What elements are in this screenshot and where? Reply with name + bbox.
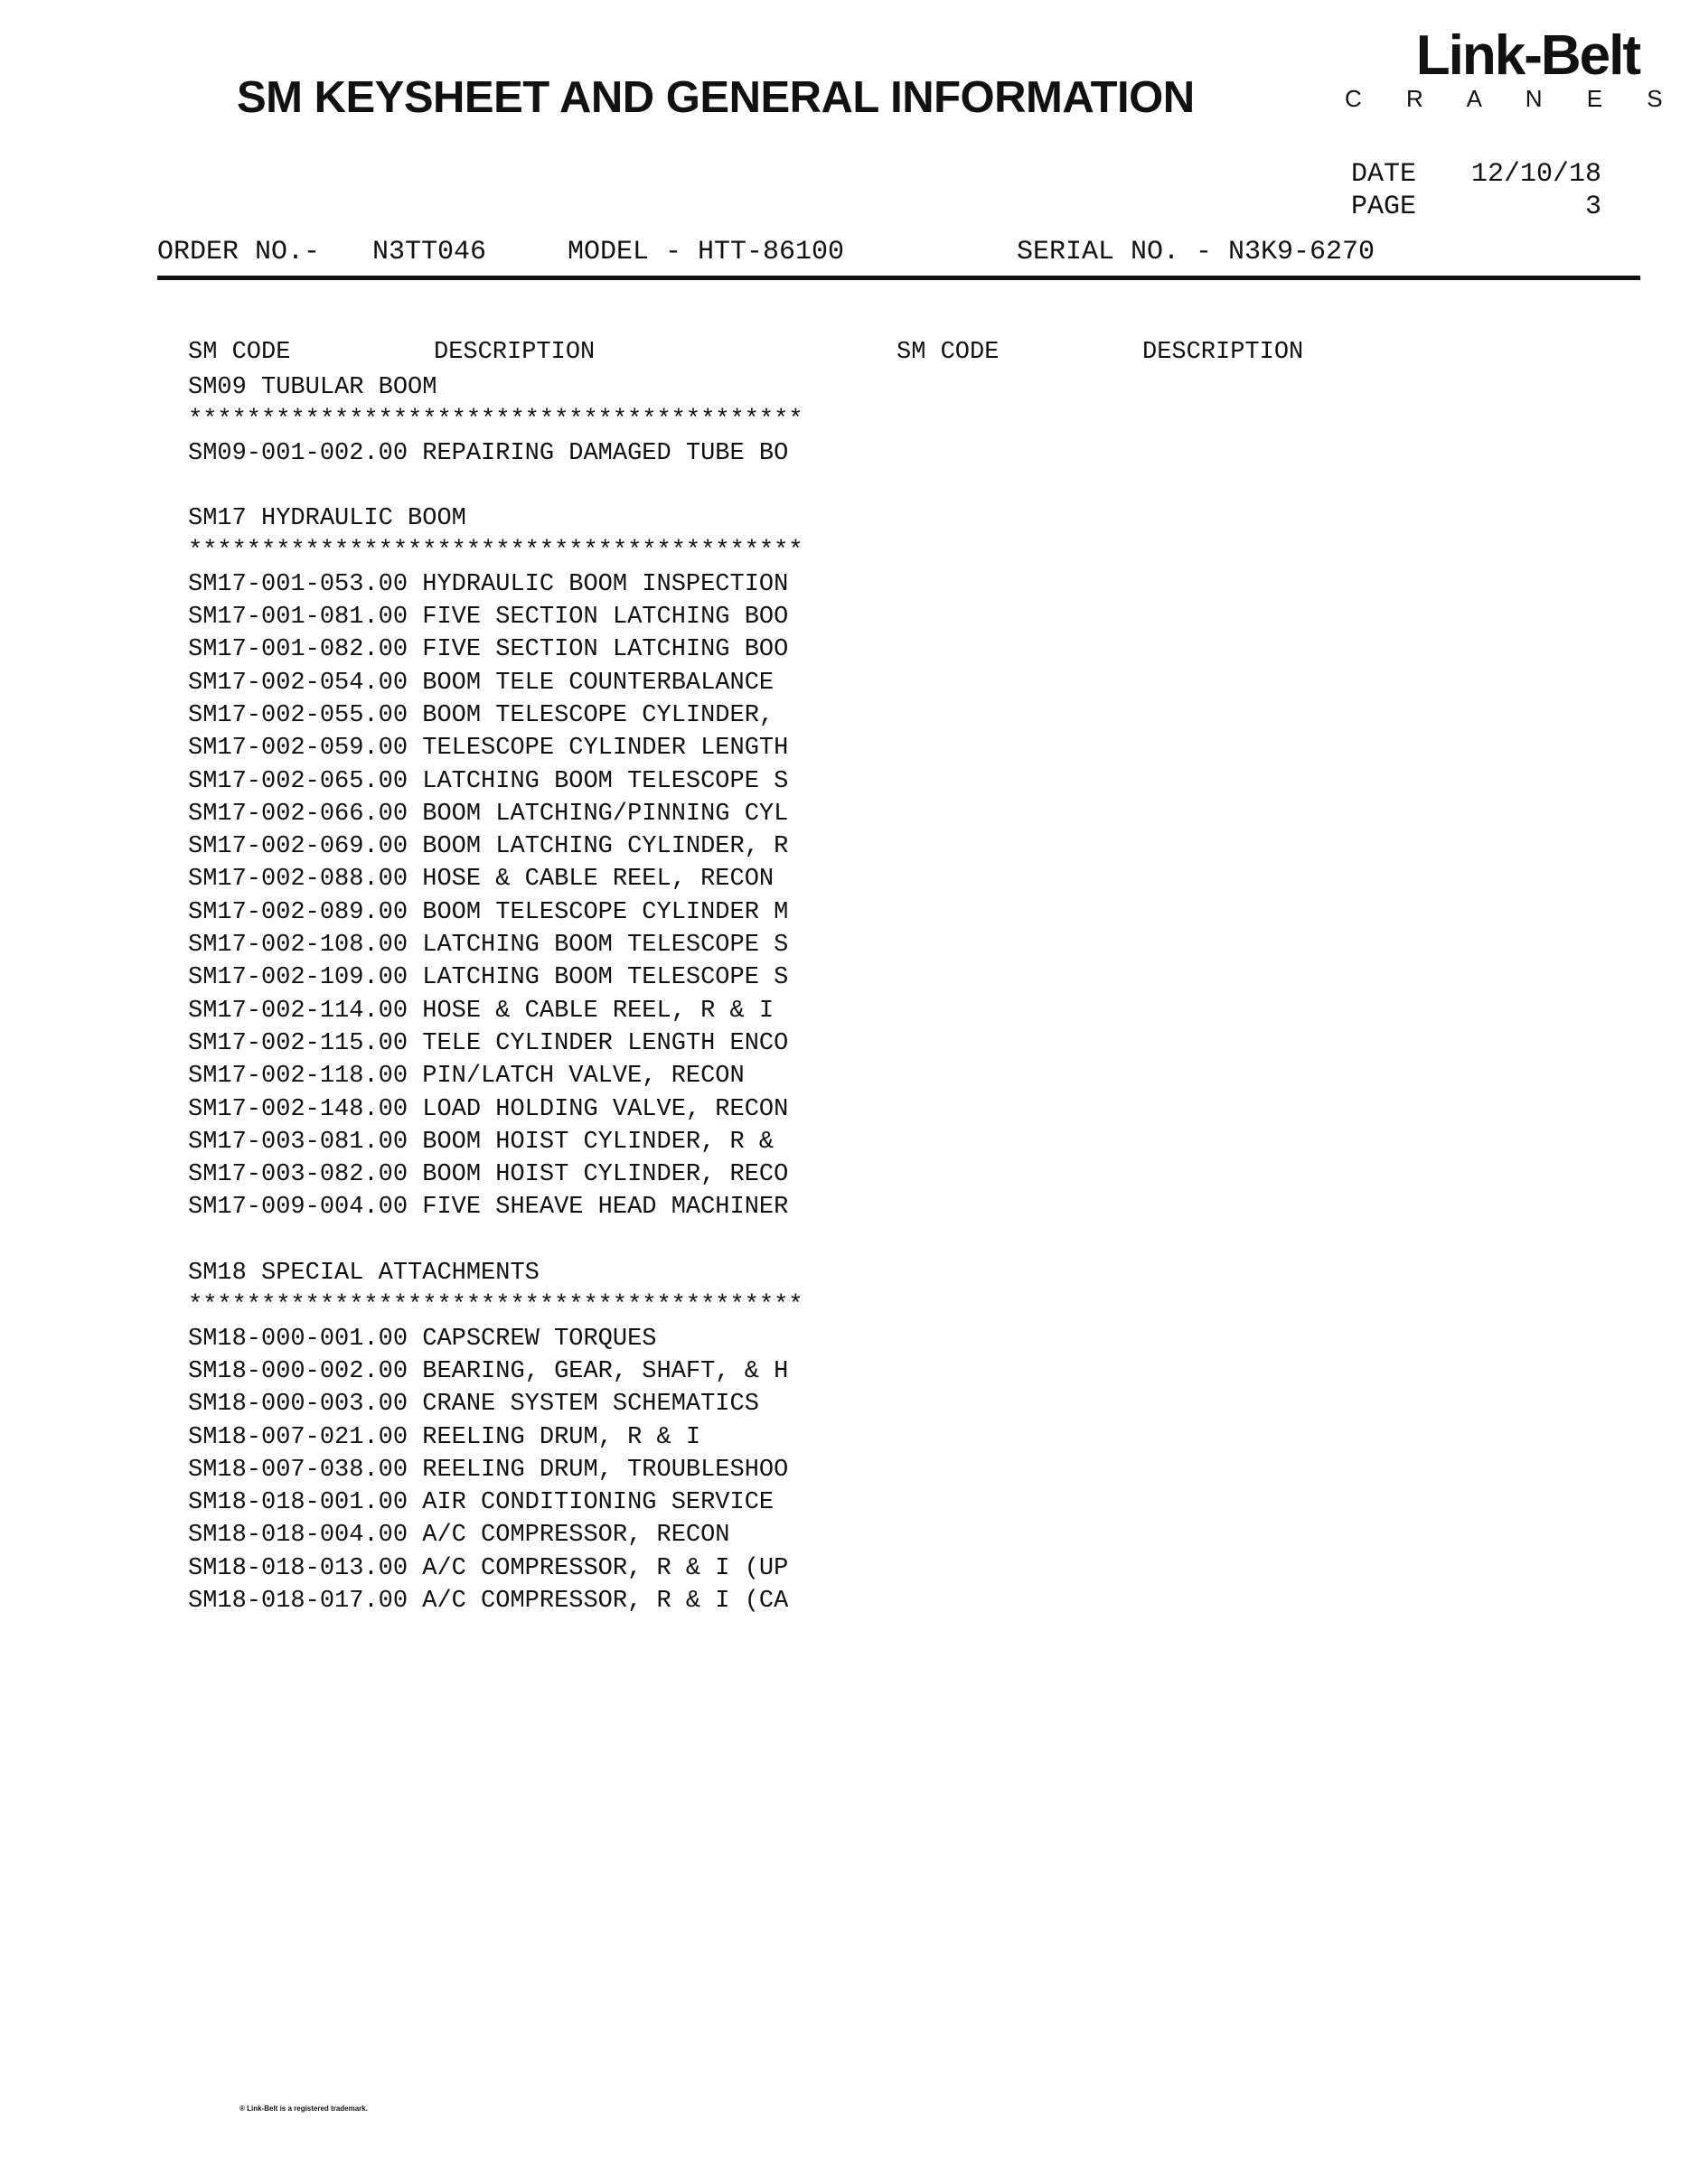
item-description: BOOM HOIST CYLINDER, RECO: [422, 1161, 789, 1189]
item-description: HYDRAULIC BOOM INSPECTION: [422, 570, 789, 598]
section-separator: ******************************************: [188, 1292, 803, 1320]
list-item: [188, 1158, 803, 1191]
page-title: SM KEYSHEET AND GENERAL INFORMATION: [237, 73, 1195, 122]
item-description: TELESCOPE CYLINDER LENGTH: [422, 735, 789, 763]
sm-code: SM17-009-004.00: [188, 1194, 408, 1222]
list-item: [188, 568, 803, 601]
item-description: LATCHING BOOM TELESCOPE S: [422, 964, 789, 992]
section-heading: SM09 TUBULAR BOOM: [188, 374, 437, 401]
sm-code: SM17-002-055.00: [188, 701, 408, 729]
sm-code: SM17-002-054.00: [188, 669, 408, 697]
list-item: [188, 961, 803, 994]
date-value: 12/10/18: [1470, 159, 1601, 190]
sm-code: SM18-018-001.00: [188, 1489, 408, 1517]
list-item: [188, 1355, 803, 1388]
list-item: [188, 896, 803, 929]
item-description: REPAIRING DAMAGED TUBE BO: [422, 439, 789, 467]
sm-code: SM17-002-115.00: [188, 1029, 408, 1057]
item-description: AIR CONDITIONING SERVICE: [422, 1489, 775, 1517]
list-item: [188, 437, 803, 470]
sm-code: SM17-002-065.00: [188, 767, 408, 795]
header-rule: [157, 276, 1640, 280]
item-description: FIVE SECTION LATCHING BOO: [422, 604, 789, 632]
item-description: LATCHING BOOM TELESCOPE S: [422, 932, 789, 960]
sm-code: SM17-002-069.00: [188, 833, 408, 861]
sm-code: SM18-000-001.00: [188, 1325, 408, 1353]
sm-code: SM17-002-148.00: [188, 1095, 408, 1123]
section-heading: SM18 SPECIAL ATTACHMENTS: [188, 1260, 540, 1288]
sm-code: SM18-007-021.00: [188, 1423, 408, 1451]
sm-code: SM18-000-002.00: [188, 1357, 408, 1385]
section-separator: ******************************************: [188, 538, 803, 566]
item-description: REELING DRUM, R & I: [422, 1423, 701, 1451]
page-number: 3: [1584, 192, 1601, 222]
item-description: BOOM TELESCOPE CYLINDER,: [422, 701, 775, 729]
sm-code: SM18-000-003.00: [188, 1391, 408, 1419]
item-description: LATCHING BOOM TELESCOPE S: [422, 767, 789, 795]
serial-info: SERIAL NO. - N3K9-6270: [1017, 237, 1375, 267]
list-item: [188, 1060, 803, 1092]
item-description: BOOM TELE COUNTERBALANCE: [422, 669, 775, 697]
item-description: BEARING, GEAR, SHAFT, & H: [422, 1357, 789, 1385]
column-header-sm-code: SM CODE: [188, 339, 291, 366]
list-item: [188, 1454, 803, 1486]
list-item: [188, 1027, 803, 1060]
list-item: [188, 1519, 803, 1551]
model-info: MODEL - HTT-86100: [568, 237, 845, 267]
logo-subtitle: C R A N E S: [1345, 85, 1682, 112]
list-item: [188, 1585, 803, 1617]
item-description: HOSE & CABLE REEL, RECON: [422, 866, 775, 894]
item-description: A/C COMPRESSOR, RECON: [422, 1522, 730, 1550]
link-belt-logo: [1345, 24, 1682, 112]
item-description: FIVE SECTION LATCHING BOO: [422, 636, 789, 664]
list-item: [188, 830, 803, 863]
list-item: [188, 633, 803, 666]
section-separator: ******************************************: [188, 407, 803, 435]
sm-code: SM17-002-118.00: [188, 1063, 408, 1091]
sm-code: SM17-002-109.00: [188, 964, 408, 992]
list-item: [188, 995, 803, 1027]
list-item: [188, 1126, 803, 1158]
item-description: BOOM TELESCOPE CYLINDER M: [422, 898, 789, 926]
sm-code: SM18-007-038.00: [188, 1456, 408, 1484]
sm-code: SM17-003-082.00: [188, 1161, 408, 1189]
sm-code: SM17-002-108.00: [188, 932, 408, 960]
sm-code: SM09-001-002.00: [188, 439, 408, 467]
sm-code: SM17-001-082.00: [188, 636, 408, 664]
date-label: DATE: [1351, 159, 1417, 190]
sm-code-listing: [188, 371, 803, 1617]
sm-code: SM17-002-114.00: [188, 997, 408, 1025]
column-header-description: DESCRIPTION: [434, 339, 596, 366]
item-description: REELING DRUM, TROUBLESHOO: [422, 1456, 789, 1484]
item-description: BOOM HOIST CYLINDER, R &: [422, 1128, 775, 1156]
section-heading: SM17 HYDRAULIC BOOM: [188, 505, 466, 533]
list-item: [188, 798, 803, 830]
section-spacer: [188, 470, 803, 502]
list-item: [188, 1388, 803, 1420]
sm-code: SM17-002-066.00: [188, 800, 408, 828]
list-item: [188, 1191, 803, 1223]
item-description: HOSE & CABLE REEL, R & I: [422, 997, 775, 1025]
sm-code: SM18-018-013.00: [188, 1554, 408, 1582]
item-description: BOOM LATCHING/PINNING CYL: [422, 800, 789, 828]
order-number: N3TT046: [372, 237, 487, 267]
item-description: A/C COMPRESSOR, R & I (UP: [422, 1554, 789, 1582]
section-spacer: [188, 1224, 803, 1257]
item-description: PIN/LATCH VALVE, RECON: [422, 1063, 745, 1091]
sm-code: SM17-001-081.00: [188, 604, 408, 632]
list-item: [188, 765, 803, 798]
item-description: A/C COMPRESSOR, R & I (CA: [422, 1587, 789, 1615]
item-description: CAPSCREW TORQUES: [422, 1325, 657, 1353]
sm-code: SM17-002-089.00: [188, 898, 408, 926]
list-item: [188, 1421, 803, 1454]
list-item: [188, 1552, 803, 1585]
sm-code: SM18-018-017.00: [188, 1587, 408, 1615]
list-item: [188, 863, 803, 895]
sm-code: SM17-002-059.00: [188, 735, 408, 763]
order-label: ORDER NO.-: [157, 237, 321, 267]
list-item: [188, 601, 803, 633]
list-item: [188, 699, 803, 732]
item-description: FIVE SHEAVE HEAD MACHINER: [422, 1194, 789, 1222]
sm-code: SM17-003-081.00: [188, 1128, 408, 1156]
sm-code: SM17-002-088.00: [188, 866, 408, 894]
list-item: [188, 1093, 803, 1126]
list-item: [188, 1486, 803, 1519]
item-description: LOAD HOLDING VALVE, RECON: [422, 1095, 789, 1123]
list-item: [188, 732, 803, 764]
list-item: [188, 1323, 803, 1355]
item-description: CRANE SYSTEM SCHEMATICS: [422, 1391, 759, 1419]
item-description: TELE CYLINDER LENGTH ENCO: [422, 1029, 789, 1057]
list-item: [188, 929, 803, 961]
trademark-note: ® Link-Belt is a registered trademark.: [239, 2104, 368, 2113]
column-header-sm-code-2: SM CODE: [897, 339, 1000, 366]
sm-code: SM18-018-004.00: [188, 1522, 408, 1550]
item-description: BOOM LATCHING CYLINDER, R: [422, 833, 789, 861]
logo-wordmark: Link-Belt: [1415, 24, 1639, 87]
list-item: [188, 667, 803, 699]
column-header-description-2: DESCRIPTION: [1142, 339, 1304, 366]
page-label: PAGE: [1351, 192, 1417, 222]
sm-code: SM17-001-053.00: [188, 570, 408, 598]
